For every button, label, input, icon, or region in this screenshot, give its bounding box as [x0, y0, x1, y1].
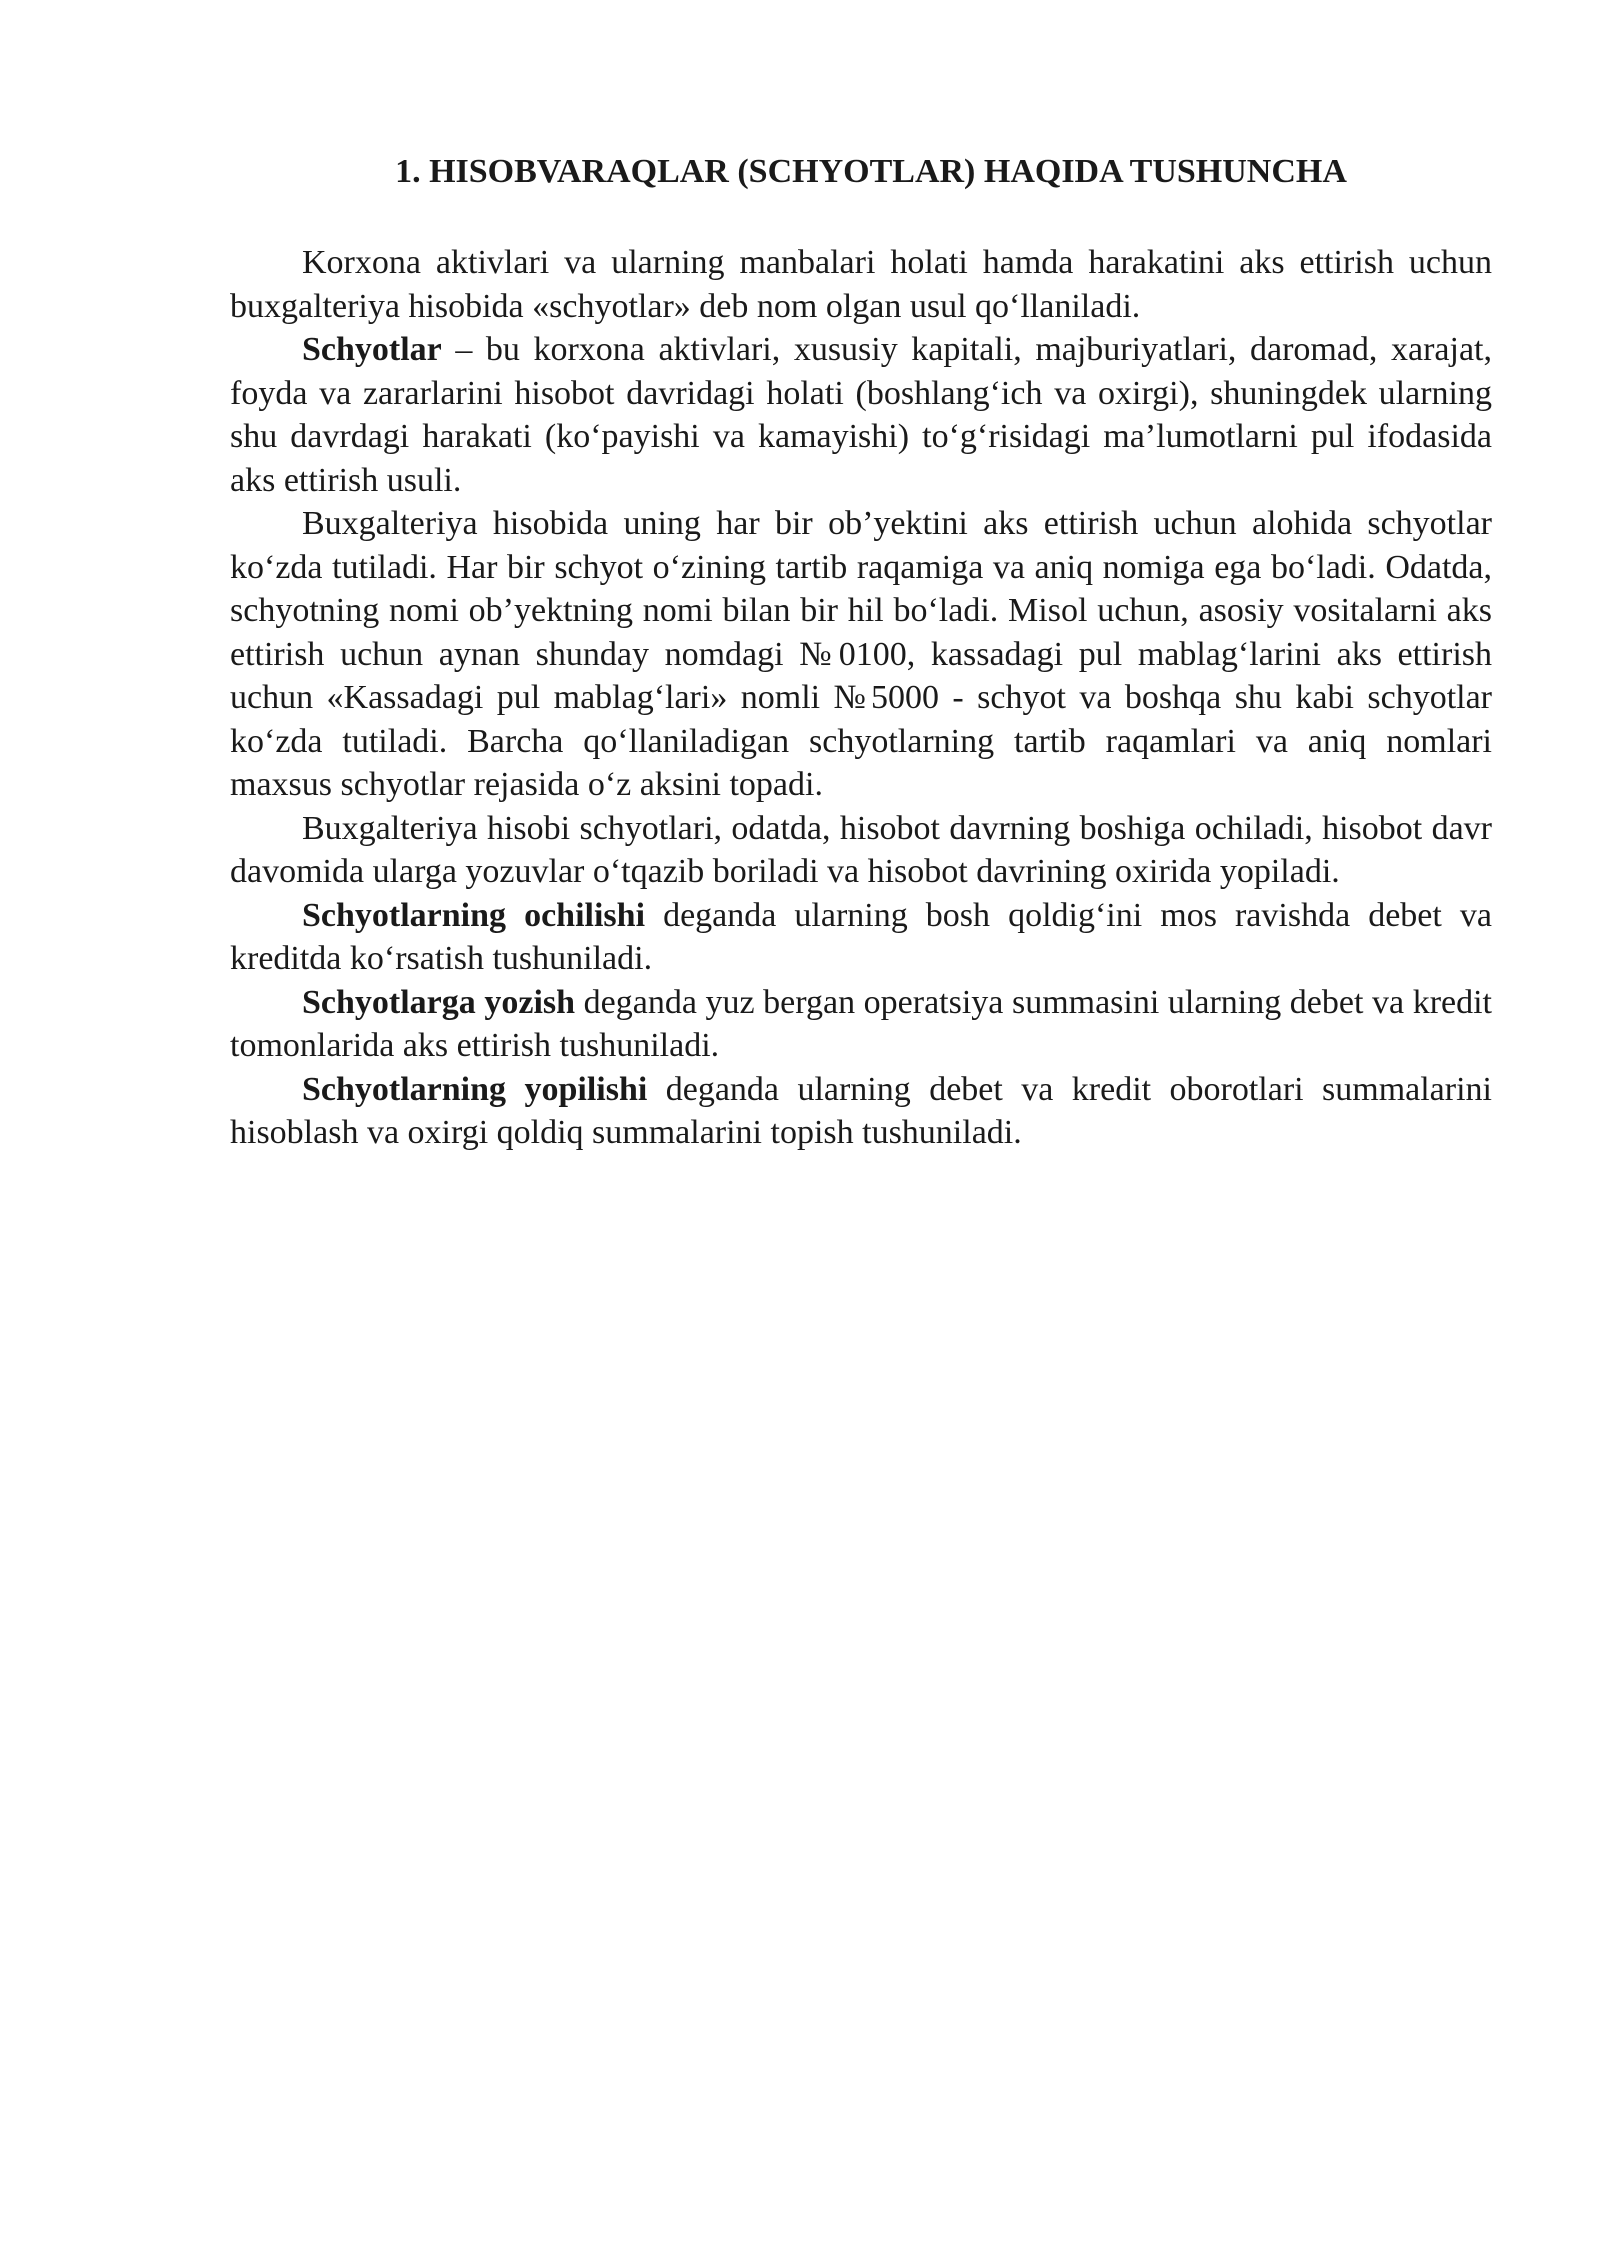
paragraph-text: deganda yuz bergan operatsiya summasini ularning debet va kredit tomonlarida aks ettirish tushuniladi.	[230, 983, 1493, 1064]
paragraph-text: Buxgalteriya hisobida uning har bir ob’yektini aks ettirish uchun alohida schyotlar ko‘zda tutiladi. Har bir schyot o‘zining tartib raqamiga va aniq nomiga ega bo‘ladi. Odatda, schyotning nomi ob’yektning nomi bilan bir hil bo‘ladi. Misol uchun, asosiy vositalarni aks ettirish uchun aynan shunday nomdagi №0100, kassadagi pul mablag‘larini aks ettirish uchun «Kassadagi pul mablag‘lari» nomli №5000 - schyot va boshqa shu kabi schyotlar ko‘zda tutiladi. Barcha qo‘llaniladigan schyotlarning tartib raqamlari va aniq nomlari maxsus schyotlar rejasida o‘z aksini topadi.	[230, 505, 1492, 803]
paragraph-text: deganda ularning debet va kredit oborotlari summalarini hisoblash va oxirgi qoldiq summalarini topish tushuniladi.	[230, 1070, 1492, 1151]
paragraph-accounts-lifecycle	[230, 807, 1492, 894]
term-schyotlar: Schyotlar	[302, 331, 442, 368]
paragraph-closing	[230, 1068, 1492, 1155]
term-schyotlarga-yozish: Schyotlarga yozish	[302, 983, 576, 1021]
term-schyotlarning-ochilishi: Schyotlarning ochilishi	[302, 896, 646, 934]
paragraph-accounts-numbering	[230, 502, 1492, 807]
paragraph-text: – bu korxona aktivlari, xususiy kapitali, majburiyatlari, daromad, xarajat, foyda va zararlarini hisobot davridagi holati (boshlang‘ich va oxirgi), shuningdek ularning shu davrdagi harakati (ko‘payishi va kamayishi) to‘g‘risidagi ma’lumotlarni pul ifodasida aks ettirish usuli.	[230, 331, 1492, 499]
paragraph-opening	[230, 894, 1492, 981]
paragraph-text: deganda ularning bosh qoldig‘ini mos ravishda debet va kreditda ko‘rsatish tushuniladi.	[230, 896, 1492, 977]
paragraph-text: Buxgalteriya hisobi schyotlari, odatda, hisobot davrning boshiga ochiladi, hisobot davr davomida ularga yozuvlar o‘tqazib boriladi va hisobot davrining oxirida yopiladi.	[230, 809, 1492, 890]
paragraph-posting	[230, 981, 1492, 1068]
document-body	[230, 150, 1492, 1155]
document-title: 1. HISOBVARAQLAR (SCHYOTLAR) HAQIDA TUSHUNCHA	[395, 153, 1347, 190]
paragraph-schyotlar-definition	[230, 328, 1492, 502]
paragraph-text: Korxona aktivlari va ularning manbalari holati hamda harakatini aks ettirish uchun buxgalteriya hisobida «schyotlar» deb nom olgan usul qo‘llaniladi.	[230, 244, 1492, 325]
paragraph-intro	[230, 241, 1492, 328]
term-schyotlarning-yopilishi: Schyotlarning yopilishi	[302, 1070, 648, 1108]
